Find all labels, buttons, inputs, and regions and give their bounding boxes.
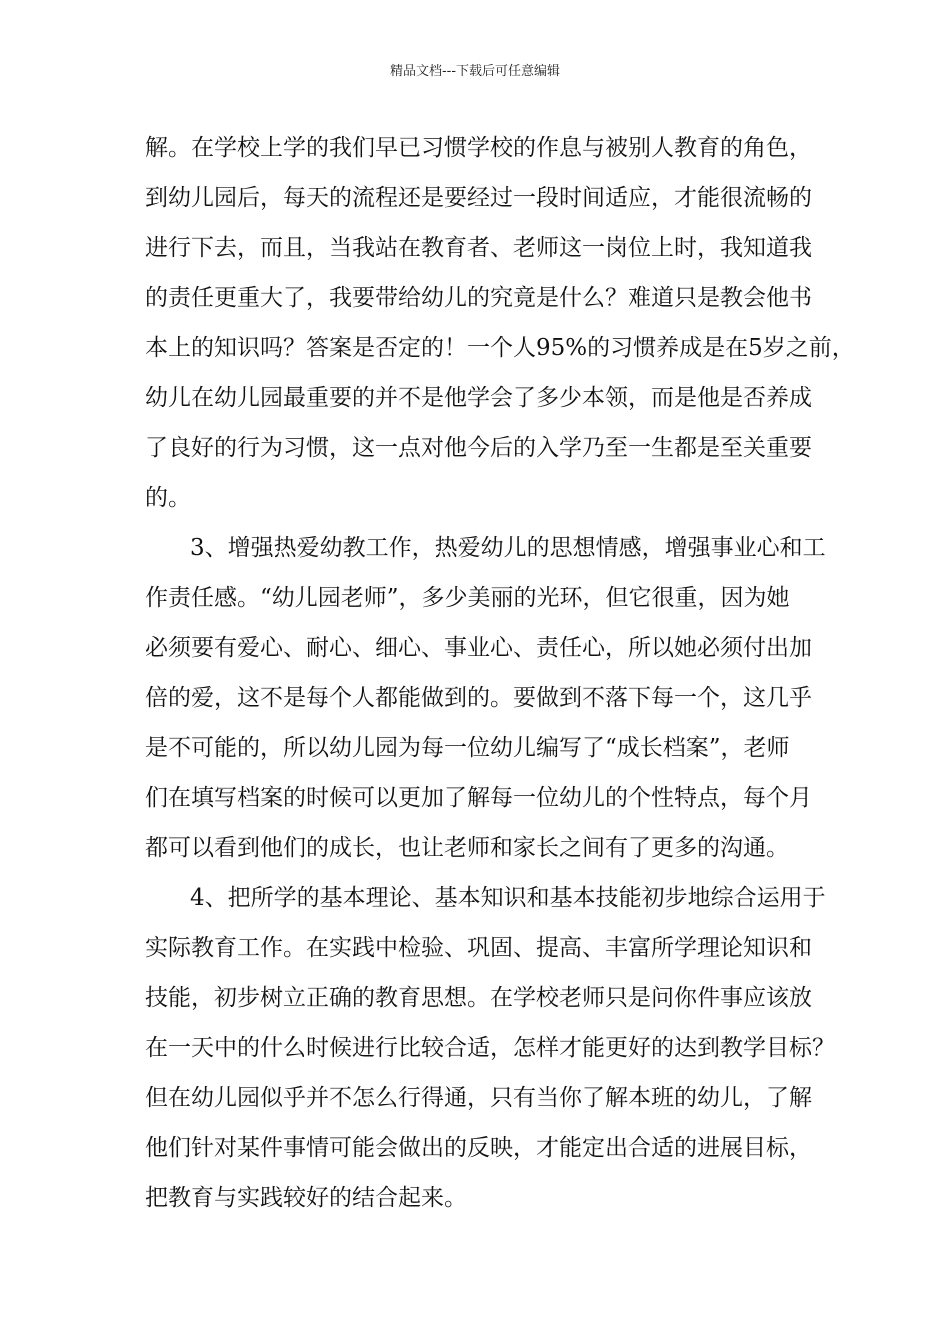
text-line: 了良好的行为习惯，这一点对他今后的入学乃至一生都是至关重要 (145, 435, 812, 461)
text-line: 技能，初步树立正确的教育思想。在学校老师只是问你件事应该放 (145, 985, 812, 1011)
text-line: 本上的知识吗？答案是否定的！一个人95%的习惯养成是在5岁之前， (145, 335, 855, 361)
text-line: 的。 (145, 485, 191, 511)
text-line: 实际教育工作。在实践中检验、巩固、提高、丰富所学理论知识和 (145, 935, 812, 961)
text-line: 作责任感。“幼儿园老师”，多少美丽的光环，但它很重，因为她 (145, 585, 790, 611)
text-line: 都可以看到他们的成长，也让老师和家长之间有了更多的沟通。 (145, 835, 789, 861)
text-line: 是不可能的，所以幼儿园为每一位幼儿编写了“成长档案”，老师 (145, 735, 790, 761)
paragraph-3-first-line: 3、增强热爱幼教工作，热爱幼儿的思想情感，增强事业心和工 (190, 535, 826, 561)
text-line: 在一天中的什么时候进行比较合适，怎样才能更好的达到教学目标？ (145, 1035, 835, 1061)
text-line: 但在幼儿园似乎并不怎么行得通，只有当你了解本班的幼儿，了解 (145, 1085, 812, 1111)
text-line: 倍的爱，这不是每个人都能做到的。要做到不落下每一个，这几乎 (145, 685, 812, 711)
text-line: 进行下去，而且，当我站在教育者、老师这一岗位上时，我知道我 (145, 235, 812, 261)
text-line: 必须要有爱心、耐心、细心、事业心、责任心，所以她必须付出加 (145, 635, 812, 661)
paragraph-4-first-line: 4、把所学的基本理论、基本知识和基本技能初步地综合运用于 (190, 885, 826, 911)
page-header: 精品文档---下载后可任意编辑 (389, 64, 561, 79)
text-line: 他们针对某件事情可能会做出的反映，才能定出合适的进展目标， (145, 1135, 812, 1161)
text-line: 把教育与实践较好的结合起来。 (145, 1185, 467, 1211)
text-line: 的责任更重大了，我要带给幼儿的究竟是什么？难道只是教会他书 (145, 285, 812, 311)
text-line: 们在填写档案的时候可以更加了解每一位幼儿的个性特点，每个月 (145, 785, 812, 811)
text-line: 解。在学校上学的我们早已习惯学校的作息与被别人教育的角色， (145, 135, 812, 161)
text-line: 到幼儿园后，每天的流程还是要经过一段时间适应，才能很流畅的 (145, 185, 812, 211)
text-line: 幼儿在幼儿园最重要的并不是他学会了多少本领，而是他是否养成 (145, 385, 812, 411)
